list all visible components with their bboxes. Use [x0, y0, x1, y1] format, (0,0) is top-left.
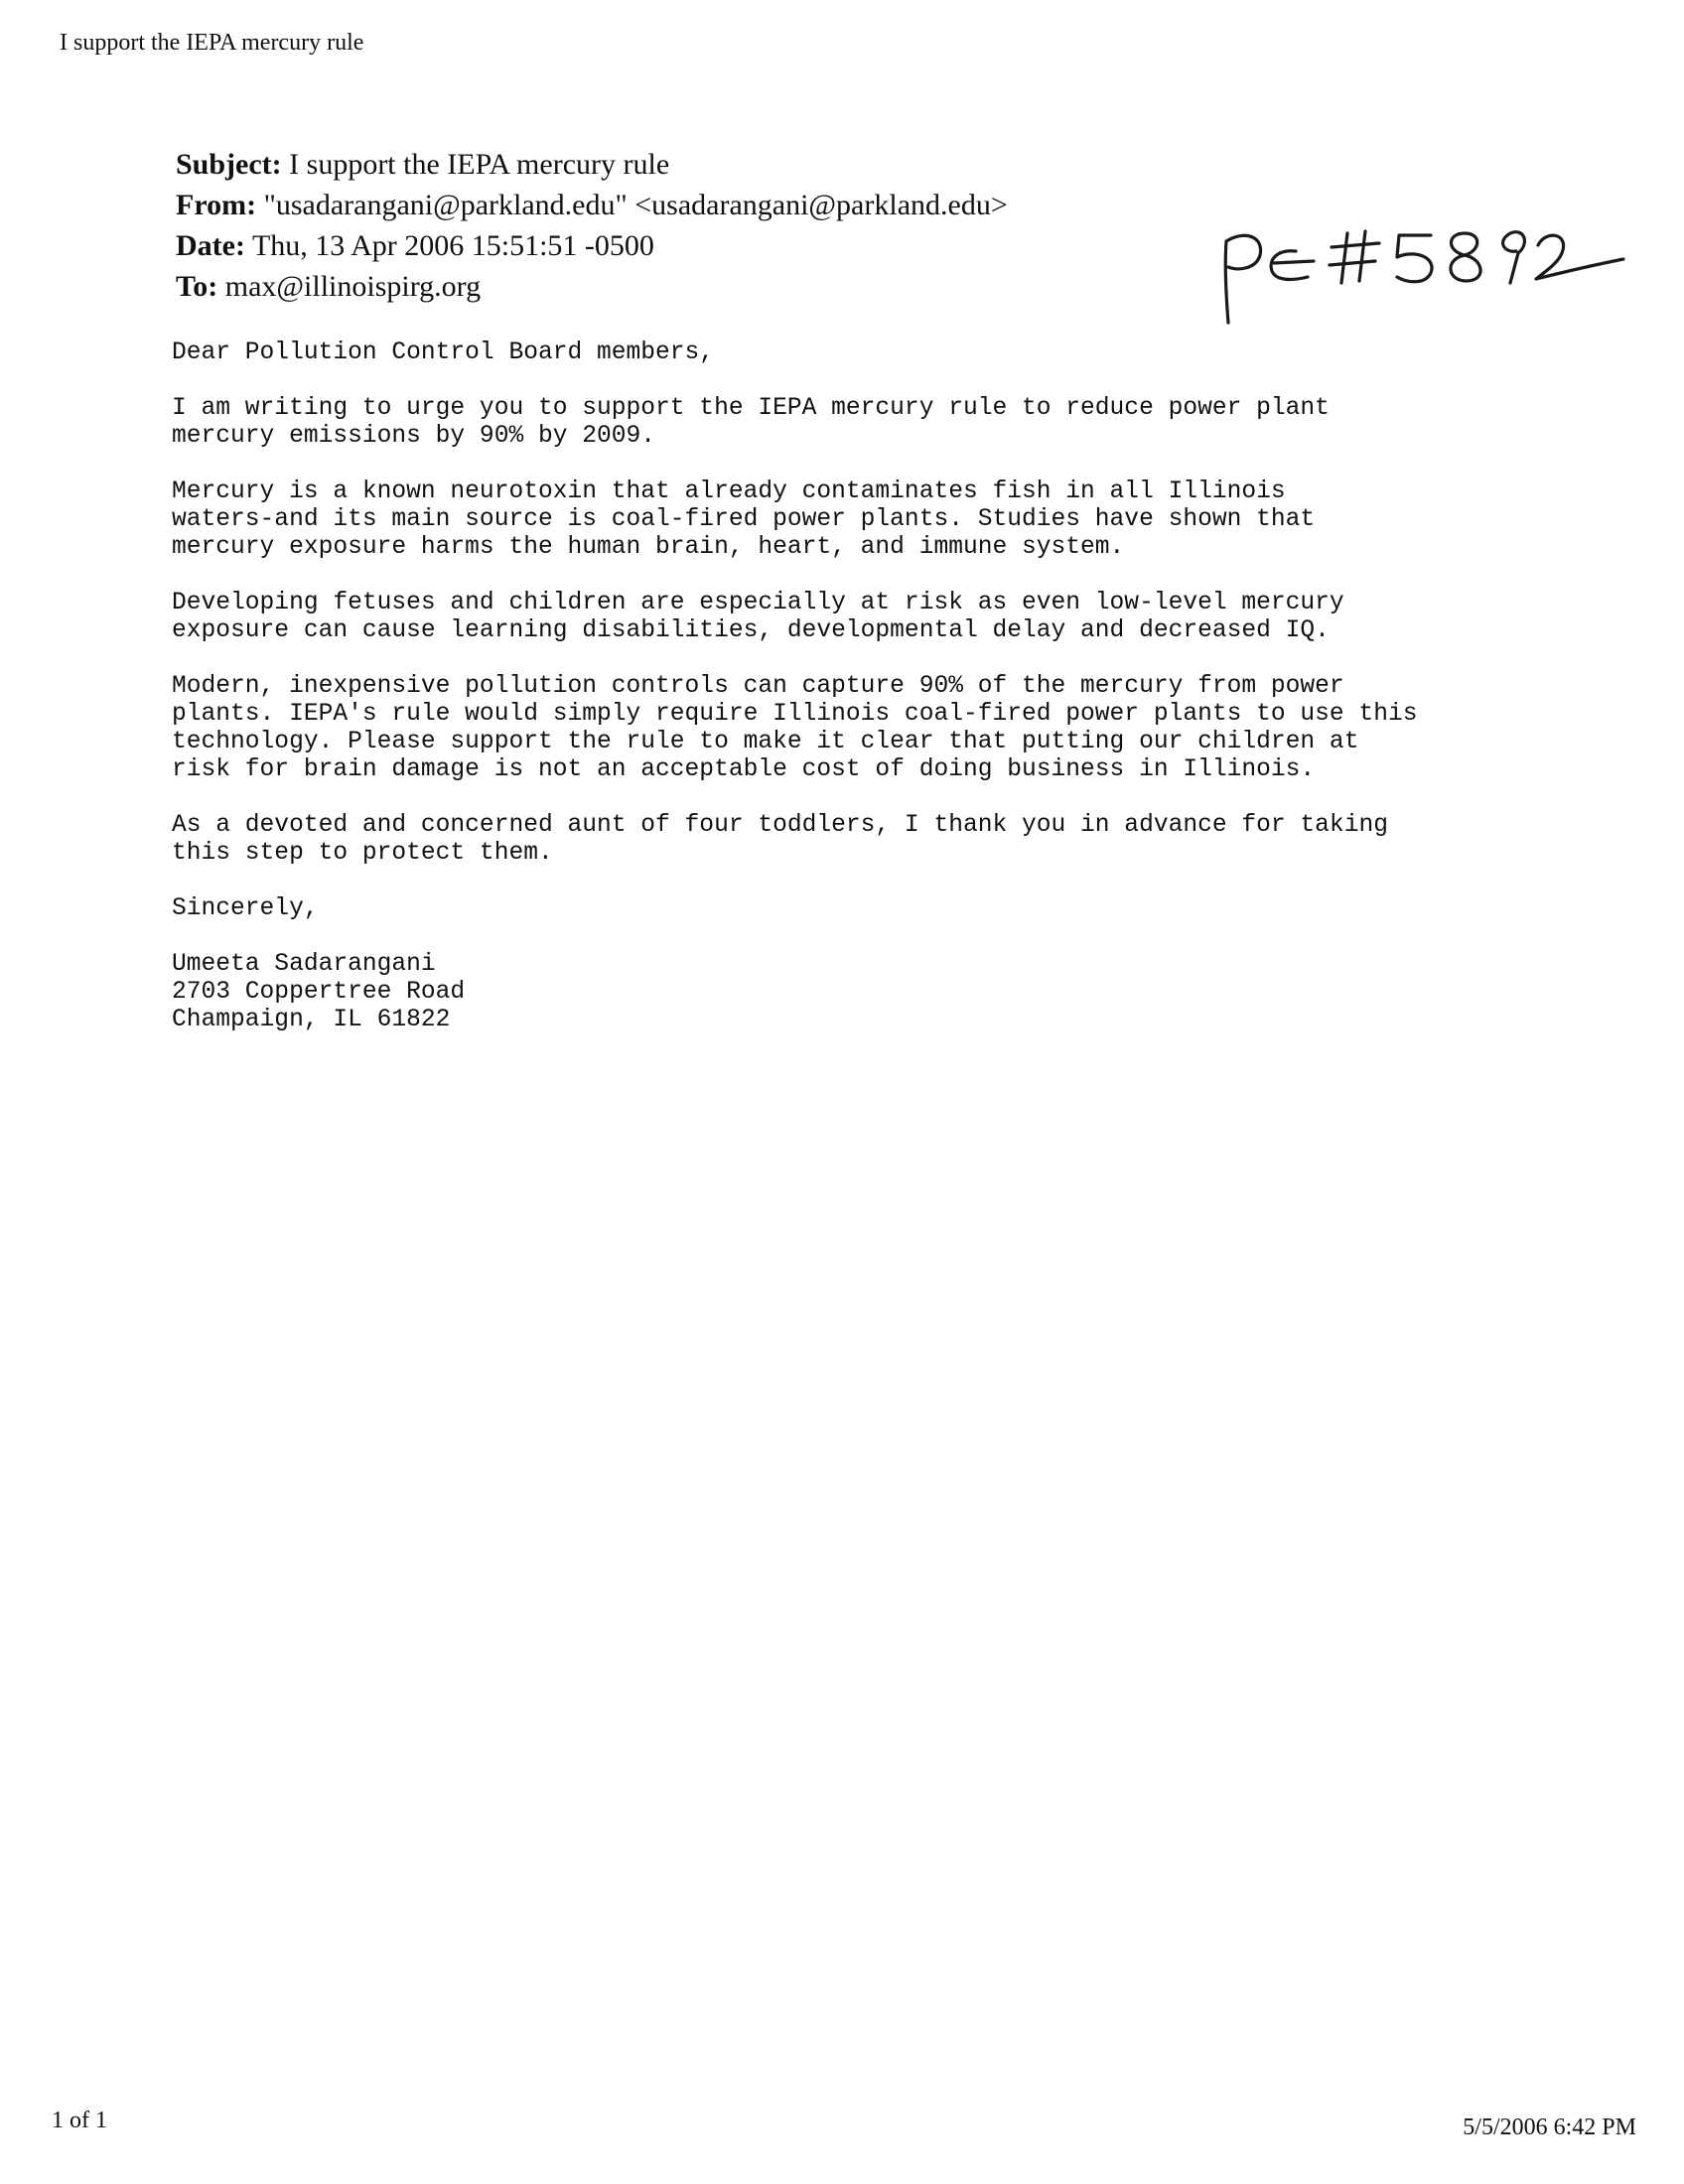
- greeting: Dear Pollution Control Board members,: [172, 340, 715, 366]
- page-number: 1 of 1: [52, 2108, 107, 2133]
- body-paragraph: I am writing to urge you to support the IEPA mercury rule to reduce power plant mercury emissions by 90% by 2009.: [172, 395, 1330, 450]
- date-label: Date:: [176, 229, 245, 262]
- date-row: [176, 225, 1169, 266]
- print-timestamp: 5/5/2006 6:42 PM: [1463, 2115, 1636, 2140]
- signature-city: Champaign, IL 61822: [172, 1007, 451, 1033]
- date-value: Thu, 13 Apr 2006 15:51:51 -0500: [251, 229, 654, 262]
- from-value: "usadarangani@parkland.edu" <usadarangani@parkland.edu>: [263, 189, 1008, 221]
- body-paragraph: Modern, inexpensive pollution controls can capture 90% of the mercury from power plants. IEPA's rule would simply require Illinois coal-fired power plants to use this technology. Please support the rule to make it clear that putting our children at risk for brain damage is not an acceptable cost of doing business in Illinois.: [172, 673, 1418, 783]
- closing: Sincerely,: [172, 895, 319, 922]
- body-paragraph: Mercury is a known neurotoxin that already contaminates fish in all Illinois waters-and its main source is coal-fired power plants. Studies have shown that mercury exposure harms the human brain, heart, and immune system.: [172, 478, 1316, 561]
- signature-name: Umeeta Sadarangani: [172, 951, 436, 978]
- email-header: [176, 144, 1169, 307]
- page-header-title: I support the IEPA mercury rule: [60, 30, 364, 56]
- body-paragraph: Developing fetuses and children are especially at risk as even low-level mercury exposure can cause learning disabilities, developmental delay and decreased IQ.: [172, 590, 1344, 644]
- subject-label: Subject:: [176, 148, 282, 181]
- to-value: max@illinoispirg.org: [224, 270, 482, 303]
- to-row: [176, 266, 1169, 307]
- subject-value: I support the IEPA mercury rule: [289, 148, 670, 181]
- to-label: To:: [176, 270, 218, 303]
- body-paragraph: As a devoted and concerned aunt of four toddlers, I thank you in advance for taking this step to protect them.: [172, 812, 1388, 867]
- handwritten-docket-mark: [1216, 223, 1633, 333]
- email-body: [172, 340, 1562, 1034]
- from-row: [176, 185, 1169, 225]
- from-label: From:: [176, 189, 257, 221]
- signature-street: 2703 Coppertree Road: [172, 979, 466, 1006]
- subject-row: [176, 144, 1169, 185]
